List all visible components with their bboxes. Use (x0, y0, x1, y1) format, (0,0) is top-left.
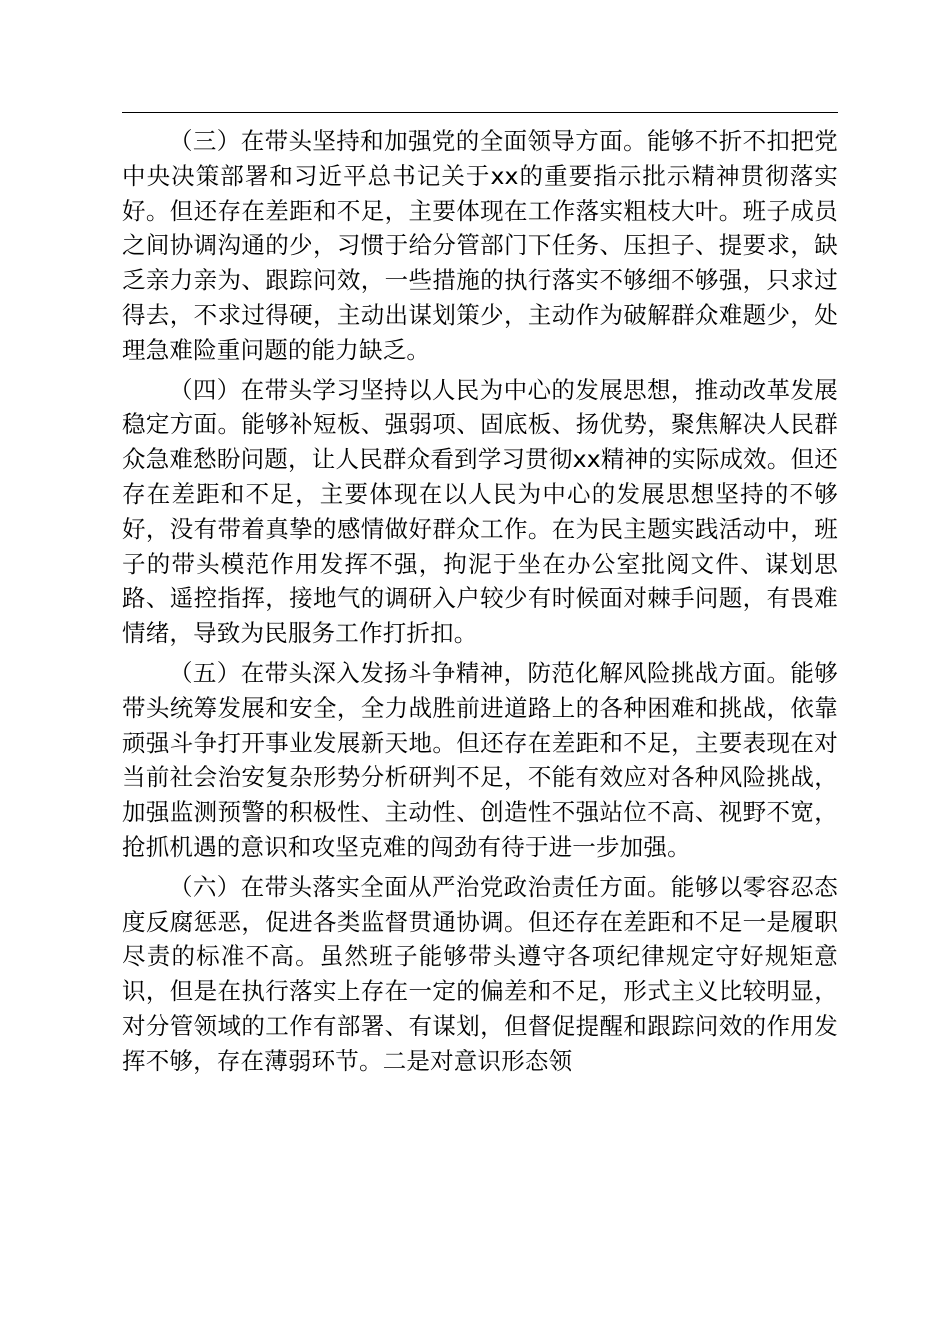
header-rule (122, 112, 838, 113)
paragraph-three: （三）在带头坚持和加强党的全面领导方面。能够不折不扣把党中央决策部署和习近平总书记关于xx的重要指示批示精神贯彻落实好。但还存在差距和不足，主要体现在工作落实粗枝大叶。班子成员之间协调沟通的少，习惯于给分管部门下任务、压担子、提要求，缺乏亲力亲为、跟踪问效，一些措施的执行落实不够细不够强，只求过得去，不求过得硬，主动出谋划策少，主动作为破解群众难题少，处理急难险重问题的能力缺乏。 (122, 127, 838, 364)
paragraph-six: （六）在带头落实全面从严治党政治责任方面。能够以零容忍态度反腐惩恶，促进各类监督贯通协调。但还存在差距和不足一是履职尽责的标准不高。虽然班子能够带头遵守各项纪律规定守好规矩意识，但是在执行落实上存在一定的偏差和不足，形式主义比较明显，对分管领域的工作有部署、有谋划，但督促提醒和跟踪问效的作用发挥不够，存在薄弱环节。二是对意识形态领 (122, 872, 838, 1075)
paragraph-five: （五）在带头深入发扬斗争精神，防范化解风险挑战方面。能够带头统筹发展和安全，全力战胜前进道路上的各种困难和挑战，依靠顽强斗争打开事业发展新天地。但还存在差距和不足，主要表现在对当前社会治安复杂形势分析研判不足，不能有效应对各种风险挑战，加强监测预警的积极性、主动性、创造性不强站位不高、视野不宽，抢抓机遇的意识和攻坚克难的闯劲有待于进一步加强。 (122, 658, 838, 861)
document-body (122, 124, 838, 1084)
paragraph-four: （四）在带头学习坚持以人民为中心的发展思想，推动改革发展稳定方面。能够补短板、强弱项、固底板、扬优势，聚焦解决人民群众急难愁盼问题，让人民群众看到学习贯彻xx精神的实际成效。但还存在差距和不足，主要体现在以人民为中心的发展思想坚持的不够好，没有带着真挚的感情做好群众工作。在为民主题实践活动中，班子的带头模范作用发挥不强，拘泥于坐在办公室批阅文件、谋划思路、遥控指挥，接地气的调研入户较少有时候面对棘手问题，有畏难情绪，导致为民服务工作打折扣。 (122, 375, 838, 648)
